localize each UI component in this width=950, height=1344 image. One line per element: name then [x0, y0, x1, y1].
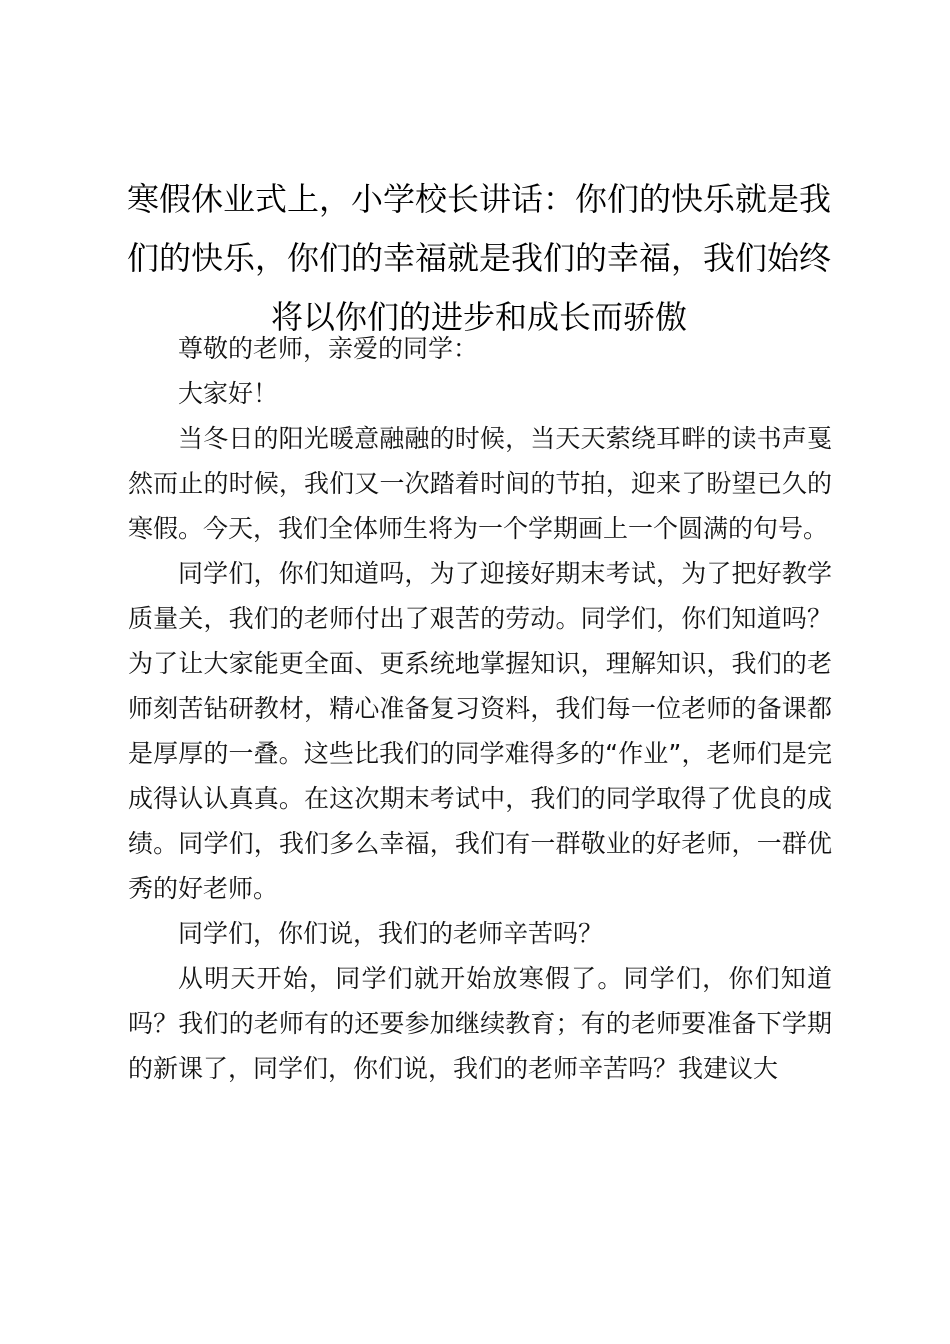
body-paragraph: 同学们，你们说，我们的老师辛苦吗？: [178, 919, 604, 948]
body-paragraph: 从明天开始，同学们就开始放寒假了。同学们，你们知道吗？我们的老师有的还要参加继续教育；有的老师要准备下学期的新课了，同学们，你们说，我们的老师辛苦吗？我建议大: [128, 964, 832, 1083]
document-body: [128, 326, 832, 1091]
body-paragraph: 当冬日的阳光暖意融融的时候，当天天萦绕耳畔的读书声戛然而止的时候，我们又一次踏着时间的节拍，迎来了盼望已久的寒假。今天，我们全体师生将为一个学期画上一个圆满的句号。: [128, 424, 832, 543]
greeting-paragraph: 大家好！: [178, 379, 279, 408]
document-title: 寒假休业式上，小学校长讲话：你们的快乐就是我们的快乐，你们的幸福就是我们的幸福，我们始终将以你们的进步和成长而骄傲: [126, 180, 831, 336]
body-paragraph: 同学们，你们知道吗，为了迎接好期末考试，为了把好教学质量关，我们的老师付出了艰苦的劳动。同学们，你们知道吗？为了让大家能更全面、更系统地掌握知识，理解知识，我们的老师刻苦钻研教材，精心准备复习资料，我们每一位老师的备课都是厚厚的一叠。这些比我们的同学难得多的“作业”，老师们是完成得认认真真。在这次期末考试中，我们的同学取得了优良的成绩。同学们，我们多么幸福，我们有一群敬业的好老师，一群优秀的好老师。: [128, 559, 832, 903]
salutation-paragraph: 尊敬的老师，亲爱的同学：: [178, 334, 479, 363]
